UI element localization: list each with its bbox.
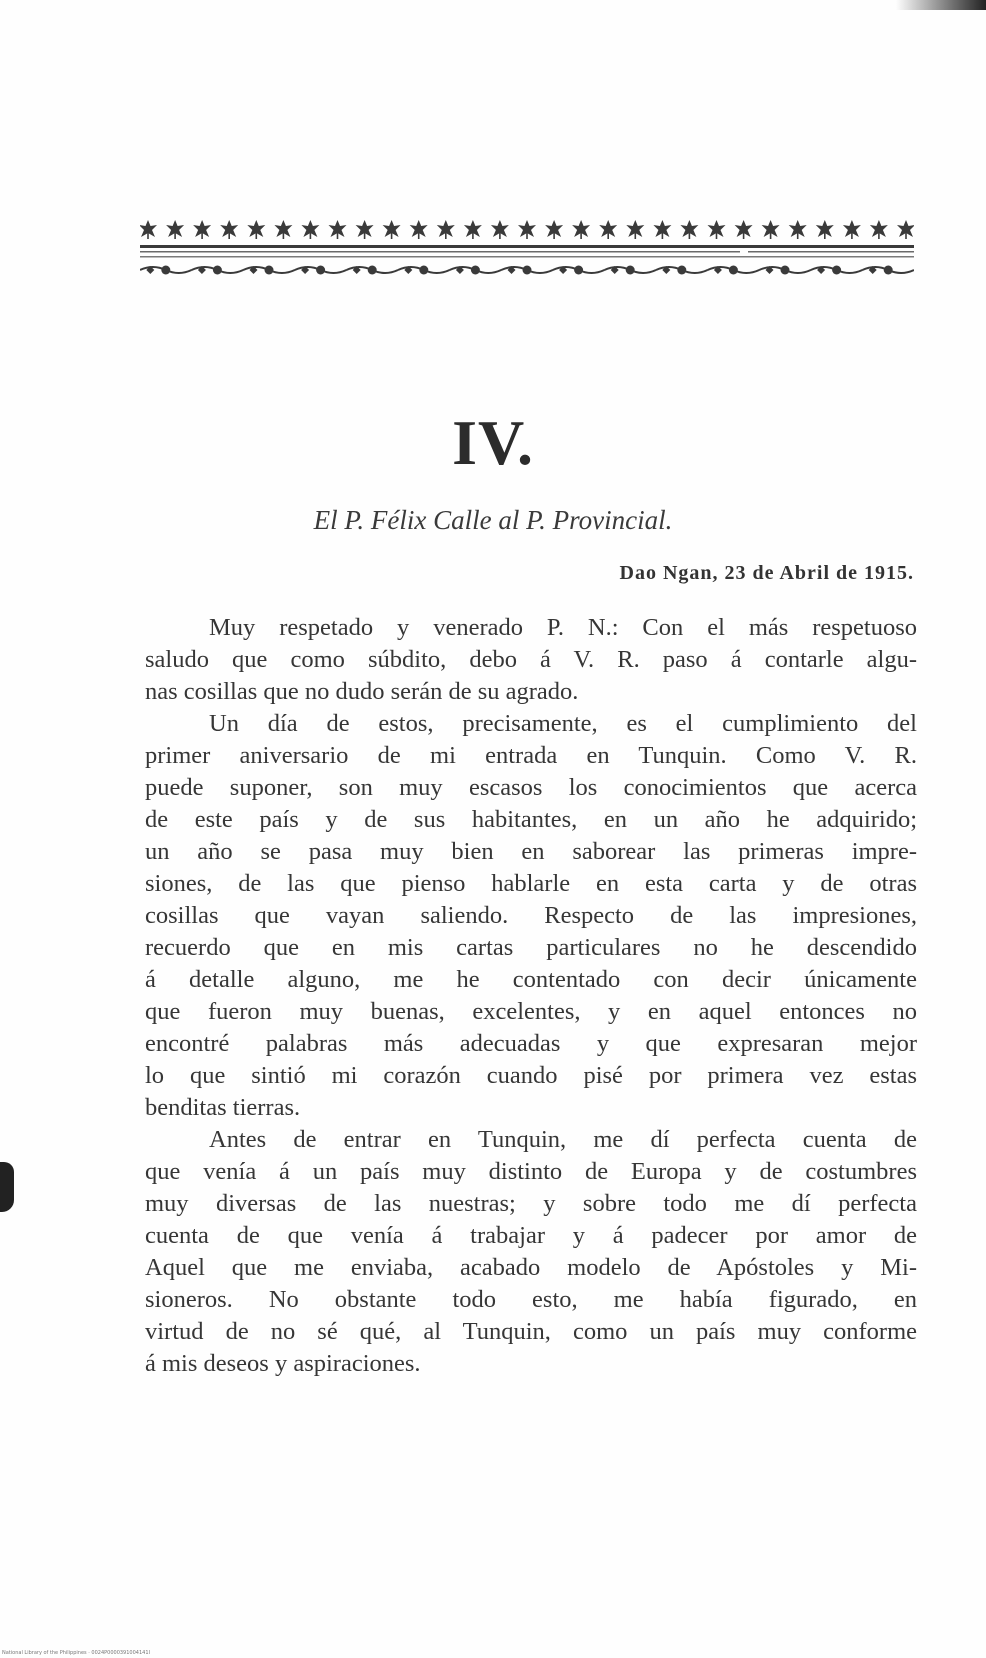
scan-margin-blot	[0, 1162, 14, 1212]
text-line: de este país y de sus habitantes, en un año he adquirido;	[145, 806, 917, 833]
text-line: cuenta de que venía á trabajar y á padecer por amor de	[145, 1222, 917, 1249]
paragraph-2	[145, 708, 917, 1124]
text-line: Antes de entrar en Tunquin, me dí perfecta cuenta de	[209, 1126, 917, 1153]
ornament-border-icon	[140, 218, 914, 294]
text-line: Aquel que me enviaba, acabado modelo de Apóstoles y Mi-	[145, 1254, 917, 1281]
letter-heading: El P. Félix Calle al P. Provincial.	[313, 505, 673, 535]
paragraph-3	[145, 1124, 917, 1380]
text-line: Un día de estos, precisamente, es el cumplimiento del	[209, 710, 917, 737]
chapter-number: IV.	[452, 407, 534, 478]
text-line: un año se pasa muy bien en saborear las primeras impre-	[145, 838, 917, 865]
text-line: que venía á un país muy distinto de Europa y de costumbres	[145, 1158, 917, 1185]
text-line: virtud de no sé qué, al Tunquin, como un país muy conforme	[145, 1318, 917, 1345]
text-line: primer aniversario de mi entrada en Tunquin. Como V. R.	[145, 742, 917, 769]
text-line: cosillas que vayan saliendo. Respecto de las impresiones,	[145, 902, 917, 929]
text-line: lo que sintió mi corazón cuando pisé por primera vez estas	[145, 1062, 917, 1089]
library-credit: National Library of the Philippines · 0024P0000391004141I	[2, 1650, 150, 1656]
text-line: nas cosillas que no dudo serán de su agrado.	[145, 678, 579, 705]
text-line: encontré palabras más adecuadas y que expresaran mejor	[145, 1030, 917, 1057]
text-line: muy diversas de las nuestras; y sobre todo me dí perfecta	[145, 1190, 917, 1217]
text-line: puede suponer, son muy escasos los conocimientos que acerca	[145, 774, 917, 801]
text-line: á detalle alguno, me he contentado con decir únicamente	[145, 966, 917, 993]
text-line: Muy respetado y venerado P. N.: Con el más respetuoso	[209, 614, 917, 641]
text-line: que fueron muy buenas, excelentes, y en aquel entonces no	[145, 998, 917, 1025]
text-line: saludo que como súbdito, debo á V. R. paso á contarle algu-	[145, 646, 917, 673]
text-line: benditas tierras.	[145, 1094, 301, 1121]
text-line: á mis deseos y aspiraciones.	[145, 1350, 421, 1377]
paragraph-1	[145, 612, 917, 708]
decorative-header-ornament	[140, 218, 914, 294]
text-line: recuerdo que en mis cartas particulares no he descendido	[145, 934, 917, 961]
text-line: sioneros. No obstante todo esto, me había figurado, en	[145, 1286, 917, 1313]
letter-body	[145, 612, 917, 1380]
scan-edge-shadow	[896, 0, 986, 10]
letter-dateline: Dao Ngan, 23 de Abril de 1915.	[619, 562, 914, 584]
text-line: siones, de las que pienso hablarle en esta carta y de otras	[145, 870, 917, 897]
